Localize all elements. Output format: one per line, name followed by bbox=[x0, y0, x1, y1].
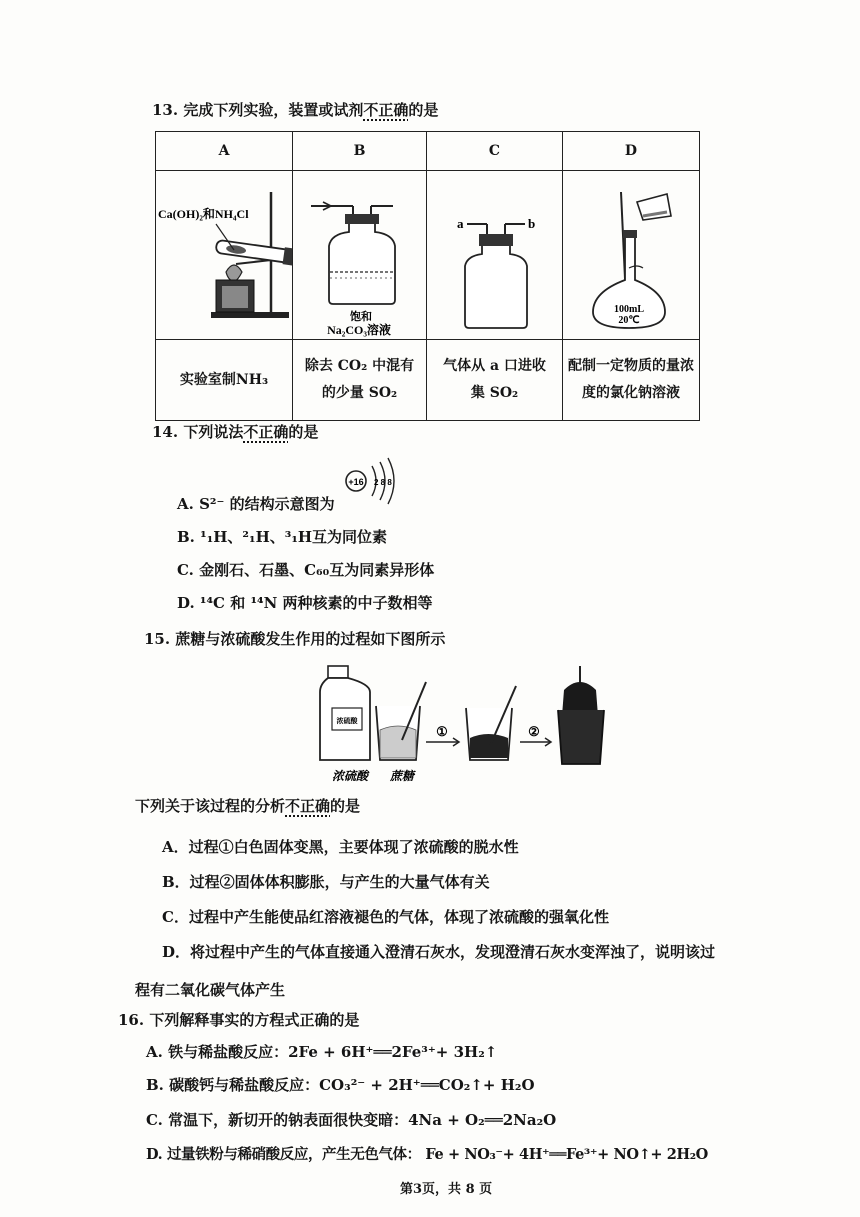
gas-collection-bottle-diagram bbox=[427, 172, 562, 338]
heating-apparatus-diagram bbox=[156, 172, 292, 338]
nucleus-charge: +16 bbox=[348, 477, 364, 487]
q16-option-a: A. 铁与稀盐酸反应：2Fe + 6H⁺══2Fe³⁺+ 3H₂↑ bbox=[146, 1043, 498, 1061]
caption-c: 气体从 a 口进收集 SO₂ bbox=[427, 340, 563, 421]
q15-stem: 15. 蔗糖与浓硫酸发生作用的过程如下图所示 bbox=[144, 630, 446, 648]
q15-option-d-line2: 程有二氧化碳气体产生 bbox=[135, 981, 286, 999]
electron-shells: 2 8 8 bbox=[374, 478, 392, 487]
caption-a: 实验室制NH₃ bbox=[156, 340, 293, 421]
q14-stem: 14. 下列说法不正确的是 bbox=[152, 423, 319, 441]
sugar-sulfuric-acid-process-diagram bbox=[318, 660, 618, 790]
sugar-label: 蔗糖 bbox=[389, 769, 415, 783]
apparatus-d bbox=[563, 171, 700, 340]
q15-option-c: C．过程中产生能使品红溶液褪色的气体，体现了浓硫酸的强氧化性 bbox=[162, 908, 609, 926]
apparatus-a bbox=[156, 171, 293, 340]
header-d: D bbox=[563, 132, 700, 171]
reagent-label-b2: Na₂CO₃溶液 bbox=[327, 323, 391, 337]
acid-label: 浓硫酸 bbox=[331, 769, 369, 783]
q13-table bbox=[155, 131, 700, 421]
q15-option-d-line1: D．将过程中产生的气体直接通入澄清石灰水，发现澄清石灰水变浑浊了，说明该过 bbox=[162, 943, 716, 961]
header-c: C bbox=[427, 132, 563, 171]
step-1-label: ① bbox=[436, 725, 448, 740]
sulfide-ion-structure-diagram bbox=[340, 456, 410, 506]
q15-substem: 下列关于该过程的分析不正确的是 bbox=[135, 797, 361, 815]
reagent-label-b1: 饱和 bbox=[350, 311, 372, 323]
q16-option-b: B. 碳酸钙与稀盐酸反应：CO₃²⁻ + 2H⁺══CO₂↑+ H₂O bbox=[146, 1076, 535, 1094]
apparatus-c bbox=[427, 171, 563, 340]
apparatus-b bbox=[293, 171, 427, 340]
caption-d: 配制一定物质的量浓度的氯化钠溶液 bbox=[563, 340, 700, 421]
port-label-b: b bbox=[528, 216, 536, 231]
flask-volume-label: 100mL bbox=[614, 304, 644, 315]
q14-option-a: A. S²⁻ 的结构示意图为 bbox=[177, 495, 335, 513]
reagent-label-a: Ca(OH)₂和NH₄Cl bbox=[158, 207, 249, 221]
step-2-label: ② bbox=[528, 725, 540, 740]
volumetric-flask-diagram bbox=[563, 172, 699, 338]
header-b: B bbox=[293, 132, 427, 171]
q14-option-c: C. 金刚石、石墨、C₆₀互为同素异形体 bbox=[177, 561, 435, 579]
q14-option-b: B. ¹₁H、²₁H、³₁H互为同位素 bbox=[177, 528, 388, 546]
header-a: A bbox=[156, 132, 293, 171]
caption-b: 除去 CO₂ 中混有的少量 SO₂ bbox=[293, 340, 427, 421]
q14-option-d: D. ¹⁴C 和 ¹⁴N 两种核素的中子数相等 bbox=[177, 594, 433, 612]
q16-stem: 16. 下列解释事实的方程式正确的是 bbox=[118, 1011, 360, 1029]
q15-option-a: A．过程①白色固体变黑，主要体现了浓硫酸的脱水性 bbox=[162, 838, 519, 856]
port-label-a: a bbox=[457, 216, 464, 231]
page-footer: 第3页，共 8 页 bbox=[400, 1182, 493, 1197]
q16-option-c: C. 常温下，新切开的钠表面很快变暗：4Na + O₂══2Na₂O bbox=[146, 1111, 557, 1129]
q15-option-b: B．过程②固体体积膨胀，与产生的大量气体有关 bbox=[162, 873, 490, 891]
bottle-label: 浓硫酸 bbox=[336, 716, 358, 725]
q13-stem: 13. 完成下列实验，装置或试剂不正确的是 bbox=[152, 101, 439, 119]
q16-option-d: D. 过量铁粉与稀硝酸反应，产生无色气体： Fe + NO₃⁻+ 4H⁺══Fe³⁺+ NO↑+ 2H₂O bbox=[146, 1146, 708, 1163]
flask-temp-label: 20℃ bbox=[618, 315, 640, 326]
gas-washing-bottle-diagram bbox=[293, 172, 426, 338]
